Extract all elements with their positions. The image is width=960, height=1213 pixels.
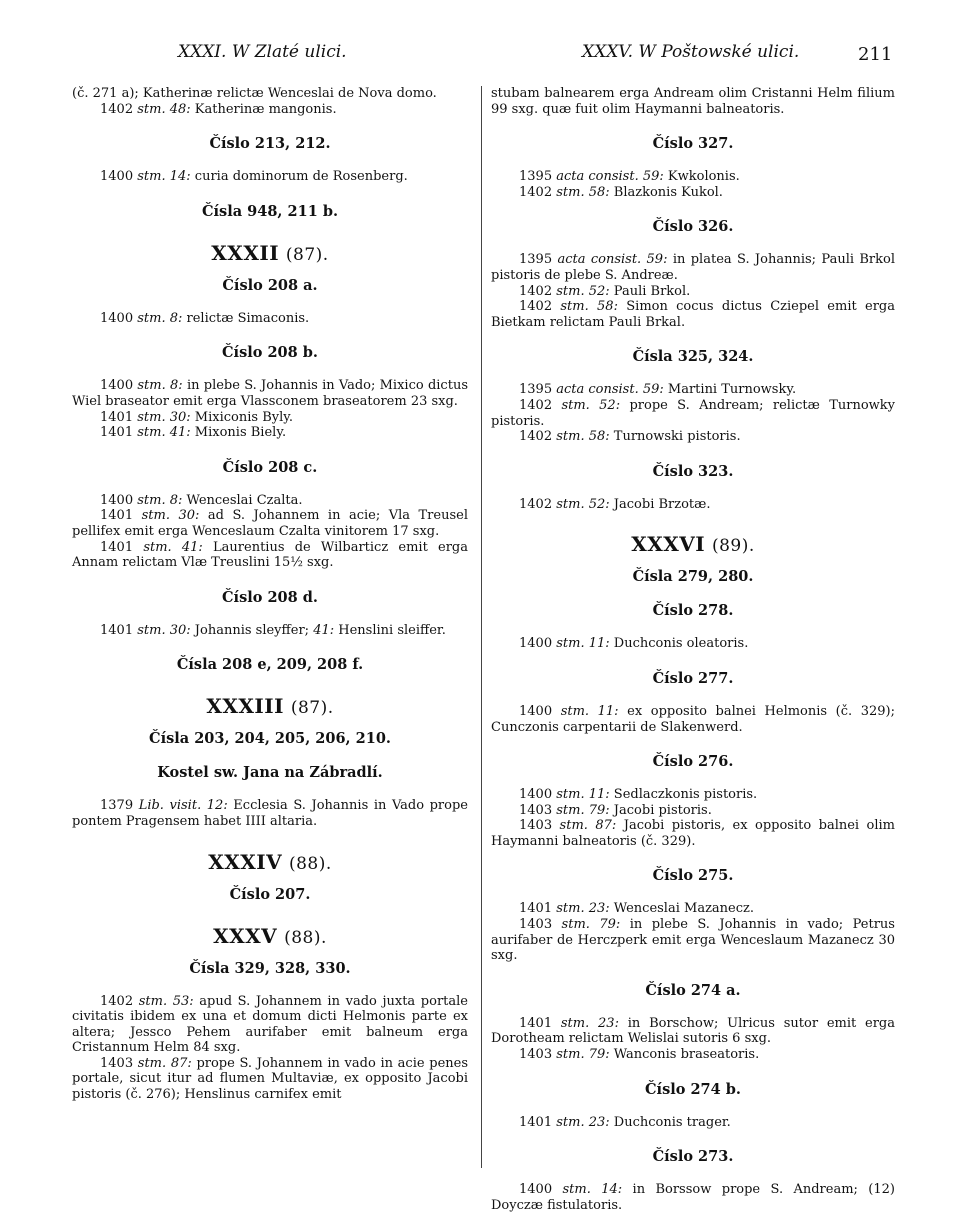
number-heading: Čísla 279, 280. [632,568,754,586]
number-heading: Čísla 208 e, 209, 208 f. [176,656,364,674]
entry: 1402 stm. 58: Turnowski pistoris. [519,429,741,445]
number-heading: Číslo 208 d. [222,588,318,606]
entry: 1401 stm. 41: Laurentius de Wilbarticz emit erga Annam relictam Vlæ Treuslini 15½ sxg. [72,539,468,571]
number-heading: Číslo 208 c. [222,458,318,476]
entry: 1400 stm. 8: in plebe S. Johannis in Vado; Mixico dictus Wiel braseator emit erga Vlassconem braseatorem 23 sxg. [72,378,468,409]
running-title-left: XXXI. W Zlaté ulici. [178,42,347,62]
entry: 1379 Lib. visit. 12: Ecclesia S. Johannis in Vado prope pontem Pragensem habet IIII altaria. [72,798,468,829]
number-heading: Číslo 208 b. [222,344,318,362]
entry: stubam balnearem erga Andream olim Cristanni Helm filium 99 sxg. quæ fuit olim Haymanni balneatoris. [491,86,895,117]
entry: 1400 stm. 8: relictæ Simaconis. [100,310,310,326]
right-column [491,86,895,1213]
number-heading: Číslo 207. [229,885,311,903]
number-heading: Číslo 276. [652,753,734,771]
entry: 1403 stm. 79: Wanconis braseatoris. [519,1047,760,1063]
entry: 1403 stm. 87: prope S. Johannem in vado in acie penes portale, sicut itur ad flumen Multaviæ, ex opposito Jacobi pistoris (č. 276); Henslinus carnifex emit [72,1055,468,1103]
entry: 1395 acta consist. 59: in platea S. Johannis; Pauli Brkol pistoris de plebe S. Andreæ. [491,252,896,283]
entry: 1402 stm. 52: Pauli Brkol. [519,283,691,299]
entry: (č. 271 a); Katherinæ relictæ Wenceslai de Nova domo. [72,86,437,101]
left-column [72,86,468,1103]
entry: 1402 stm. 58: Blazkonis Kukol. [519,184,723,200]
page-number: 211 [858,44,893,65]
entry: 1400 stm. 11: ex opposito balnei Helmonis (č. 329); Cunczonis carpentarii de Slakenwerd. [491,703,895,735]
entry: 1401 stm. 23: Wenceslai Mazanecz. [519,901,754,917]
entry: 1400 stm. 14: in Borssow prope S. Andream; (12) Doyczæ fistulatoris. [491,1182,895,1213]
entry: 1400 stm. 11: Duchconis oleatoris. [519,636,749,652]
number-heading: Čísla 203, 204, 205, 206, 210. [149,730,391,748]
entry: 1402 stm. 58: Simon cocus dictus Cziepel emit erga Bietkam relictam Pauli Brkal. [491,299,895,330]
entry: 1401 stm. 30: Johannis sleyffer; 41: Henslini sleiffer. [100,622,446,638]
section-heading: XXXIV (88). [208,849,332,874]
number-heading: Číslo 274 b. [645,1080,741,1098]
entry: 1395 acta consist. 59: Martini Turnowsky. [519,382,797,398]
number-heading: Číslo 213, 212. [209,135,331,153]
entry: 1401 stm. 23: in Borschow; Ulricus sutor emit erga Dorotheam relictam Welislai sutoris 6 sxg. [491,1015,895,1047]
entry: 1403 stm. 87: Jacobi pistoris, ex opposito balnei olim Haymanni balneatoris (č. 329). [491,818,895,849]
number-heading: Čísla 948, 211 b. [201,202,339,220]
section-heading: XXXVI (89). [631,532,755,557]
entry: 1402 stm. 52: prope S. Andream; relictæ Turnowky pistoris. [491,397,896,429]
section-heading: XXXII (87). [211,240,329,265]
number-heading: Čísla 325, 324. [632,348,754,366]
entry: 1400 stm. 11: Sedlaczkonis pistoris. [519,787,758,803]
column-divider [481,86,482,1168]
section-heading: XXXV (88). [213,923,327,948]
number-heading: Číslo 273. [652,1148,734,1166]
number-heading: Číslo 278. [652,602,734,620]
page-header [0,42,960,72]
entry: 1403 stm. 79: in plebe S. Johannis in vado; Petrus aurifaber de Herczperk emit erga Wenceslaum Mazanecz 30 sxg. [491,917,895,964]
entry: 1403 stm. 79: Jacobi pistoris. [519,802,712,818]
entry: 1402 stm. 53: apud S. Johannem in vado juxta portale civitatis ibidem ex una et domum dicti Helmonis parte ex altera; Jessco Pehem aurifaber emit balneum erga Cristannum Helm 84 sxg. [72,993,468,1056]
running-title-right: XXXV. W Poštowské ulici. [582,42,800,62]
entry: 1395 acta consist. 59: Kwkolonis. [519,169,740,185]
number-heading: Číslo 327. [652,135,734,153]
number-heading: Číslo 275. [652,867,734,885]
entry: 1402 stm. 52: Jacobi Brzotæ. [519,496,711,512]
number-heading: Číslo 323. [652,462,734,480]
number-heading: Číslo 208 a. [222,276,318,294]
entry: 1400 stm. 14: curia dominorum de Rosenberg. [100,169,408,185]
entry: 1401 stm. 41: Mixonis Biely. [100,425,287,441]
entry: 1401 stm. 23: Duchconis trager. [519,1114,731,1130]
entry: 1401 stm. 30: ad S. Johannem in acie; Vla Treusel pellifex emit erga Wenceslaum Czalta vinitorem 17 sxg. [72,508,468,539]
church-heading: Kostel sw. Jana na Zábradlí. [157,764,383,782]
entry: 1400 stm. 8: Wenceslai Czalta. [100,492,303,508]
number-heading: Číslo 326. [652,218,734,236]
section-heading: XXXIII (87). [206,694,334,719]
number-heading: Číslo 277. [652,669,734,687]
number-heading: Číslo 274 a. [645,981,741,999]
number-heading: Čísla 329, 328, 330. [189,959,351,977]
entry: 1402 stm. 48: Katherinæ mangonis. [100,101,337,117]
entry: 1401 stm. 30: Mixiconis Byly. [100,409,294,425]
